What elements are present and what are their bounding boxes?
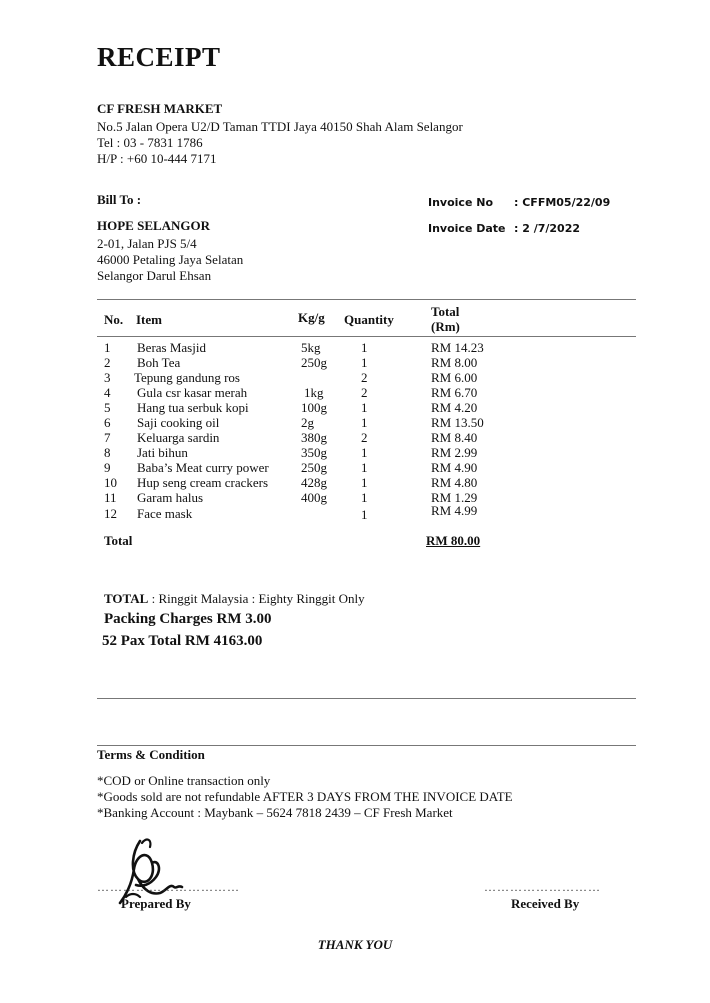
row-kg: 100g — [301, 400, 327, 415]
term-item: *Banking Account : Maybank – 5624 7818 2439 – CF Fresh Market — [97, 805, 453, 820]
company-tel: Tel : 03 - 7831 1786 — [97, 135, 203, 150]
invoice-date-value: : 2 /7/2022 — [514, 222, 581, 235]
row-kg: 400g — [301, 490, 327, 505]
row-kg: 428g — [301, 475, 327, 490]
customer-address-line2: 46000 Petaling Jaya Selatan — [97, 252, 244, 267]
row-total: RM 8.00 — [431, 355, 478, 370]
prepared-by-label: Prepared By — [121, 896, 191, 911]
row-total: RM 13.50 — [431, 415, 484, 430]
row-item: Keluarga sardin — [137, 430, 220, 445]
row-item: Jati bihun — [137, 445, 188, 460]
row-item: Tepung gandung ros — [134, 370, 240, 385]
col-header-no: No. — [104, 312, 124, 327]
row-total: RM 4.20 — [431, 400, 478, 415]
row-total: RM 4.80 — [431, 475, 478, 490]
row-total: RM 8.40 — [431, 430, 478, 445]
row-no: 5 — [104, 400, 111, 415]
row-kg: 350g — [301, 445, 327, 460]
row-no: 9 — [104, 460, 111, 475]
row-kg: 5kg — [301, 340, 321, 355]
row-qty: 1 — [361, 400, 368, 415]
row-qty: 1 — [361, 460, 368, 475]
row-total: RM 4.99 — [431, 503, 478, 518]
row-item: Gula csr kasar merah — [137, 385, 248, 400]
col-header-total-unit: (Rm) — [431, 319, 460, 334]
row-item: Garam halus — [137, 490, 204, 505]
total-label: Total — [104, 533, 133, 548]
col-header-total: Total — [431, 304, 460, 319]
row-no: 12 — [104, 506, 117, 521]
row-item: Face mask — [137, 506, 193, 521]
row-qty: 1 — [361, 475, 368, 490]
row-item: Baba’s Meat curry power — [137, 460, 269, 475]
pax-total: 52 Pax Total RM 4163.00 — [102, 633, 263, 649]
bill-to-label: Bill To : — [97, 192, 142, 207]
row-item: Saji cooking oil — [137, 415, 220, 430]
row-item: Hang tua serbuk kopi — [137, 400, 249, 415]
prepared-by-line: …………………………… — [97, 880, 240, 894]
row-no: 6 — [104, 415, 111, 430]
row-qty: 2 — [361, 430, 368, 445]
term-item: *COD or Online transaction only — [97, 773, 271, 788]
row-qty: 2 — [361, 385, 368, 400]
table-header-rule — [97, 336, 636, 337]
row-no: 1 — [104, 340, 111, 355]
row-item: Hup seng cream crackers — [137, 475, 269, 490]
row-qty: 2 — [361, 370, 368, 385]
row-qty: 1 — [361, 355, 368, 370]
section-rule — [97, 698, 636, 699]
row-qty: 1 — [361, 507, 368, 522]
row-kg: 380g — [301, 430, 327, 445]
row-no: 7 — [104, 430, 111, 445]
received-by-label: Received By — [511, 896, 580, 911]
company-name: CF FRESH MARKET — [97, 101, 223, 116]
row-qty: 1 — [361, 490, 368, 505]
total-words-text: : Ringgit Malaysia : Eighty Ringgit Only — [148, 591, 365, 606]
row-no: 10 — [104, 475, 117, 490]
row-qty: 1 — [361, 415, 368, 430]
row-kg: 1kg — [304, 385, 324, 400]
total-words-label: TOTAL — [104, 591, 149, 606]
row-no: 4 — [104, 385, 111, 400]
customer-name: HOPE SELANGOR — [97, 218, 211, 233]
row-qty: 1 — [361, 445, 368, 460]
row-total: RM 6.70 — [431, 385, 478, 400]
thank-you-footer: THANK YOU — [317, 937, 393, 952]
received-by-line: ……………………… — [484, 880, 601, 894]
invoice-no-value: : CFFM05/22/09 — [514, 196, 611, 209]
row-qty: 1 — [361, 340, 368, 355]
invoice-date-label: Invoice Date — [428, 222, 506, 235]
packing-charges: Packing Charges RM 3.00 — [104, 611, 272, 627]
company-address: No.5 Jalan Opera U2/D Taman TTDI Jaya 40150 Shah Alam Selangor — [97, 119, 463, 134]
row-total: RM 14.23 — [431, 340, 484, 355]
terms-heading: Terms & Condition — [97, 747, 205, 762]
table-top-rule — [97, 299, 636, 300]
row-no: 8 — [104, 445, 111, 460]
col-header-quantity: Quantity — [344, 312, 394, 327]
row-kg: 2g — [301, 415, 314, 430]
company-hp: H/P : +60 10-444 7171 — [97, 151, 217, 166]
row-kg: 250g — [301, 355, 327, 370]
row-kg: 250g — [301, 460, 327, 475]
customer-address-line3: Selangor Darul Ehsan — [97, 268, 212, 283]
invoice-no-label: Invoice No — [428, 196, 493, 209]
col-header-item: Item — [136, 312, 162, 327]
row-total: RM 4.90 — [431, 460, 478, 475]
col-header-kg: Kg/g — [298, 310, 325, 325]
row-total: RM 1.29 — [431, 490, 478, 505]
customer-address-line1: 2-01, Jalan PJS 5/4 — [97, 236, 197, 251]
total-in-words — [104, 591, 365, 607]
row-no: 11 — [104, 490, 117, 505]
row-no: 2 — [104, 355, 111, 370]
row-total: RM 6.00 — [431, 370, 478, 385]
term-item: *Goods sold are not refundable AFTER 3 DAYS FROM THE INVOICE DATE — [97, 789, 513, 804]
row-item: Beras Masjid — [137, 340, 206, 355]
total-value: RM 80.00 — [426, 533, 481, 548]
receipt-title: RECEIPT — [97, 42, 221, 72]
row-no: 3 — [104, 370, 111, 385]
terms-rule — [97, 745, 636, 746]
row-total: RM 2.99 — [431, 445, 478, 460]
row-item: Boh Tea — [137, 355, 181, 370]
